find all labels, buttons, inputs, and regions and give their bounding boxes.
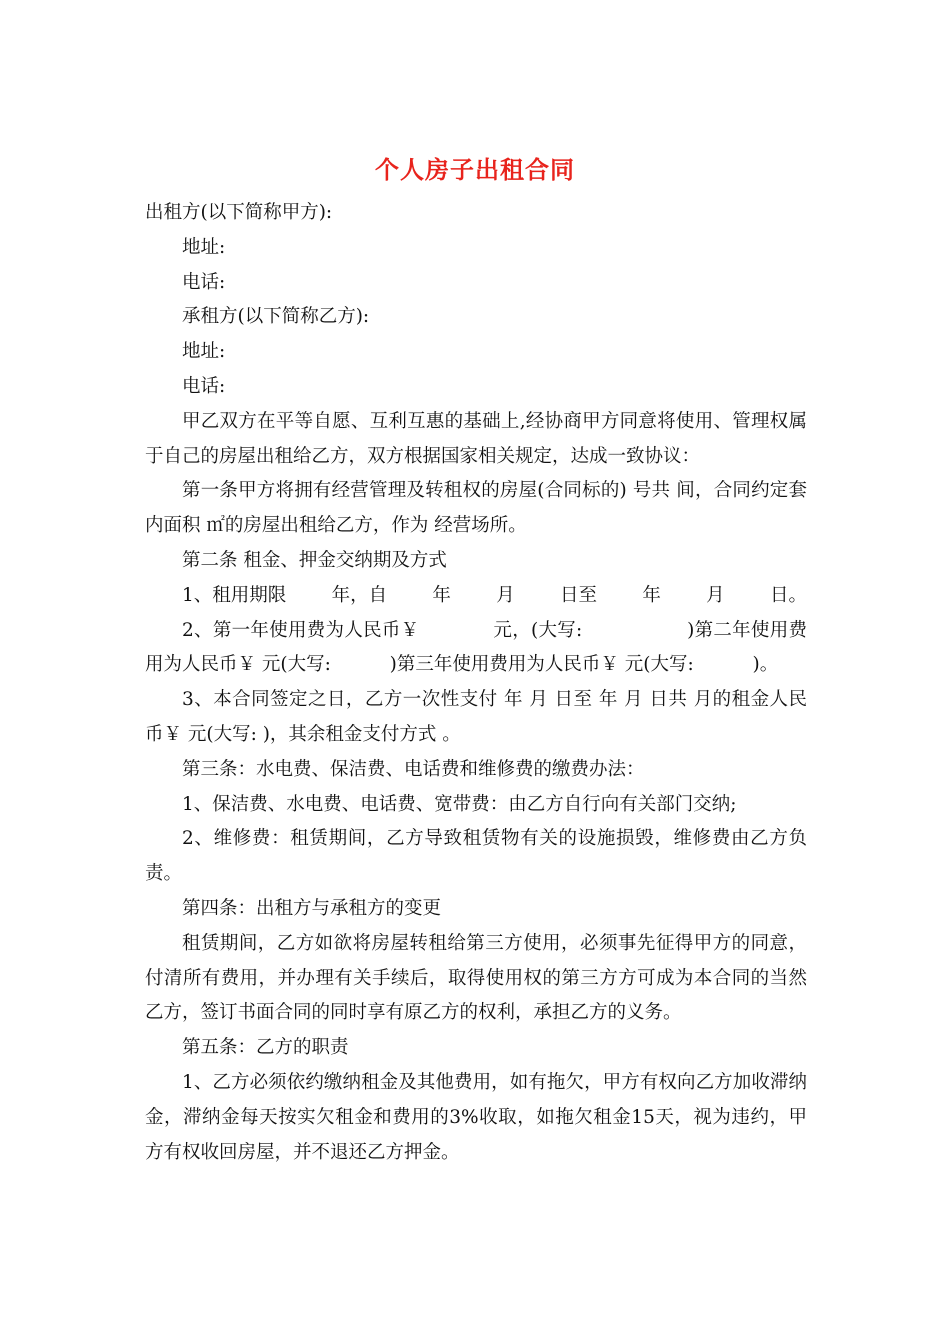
lessee-phone: 电话: [182, 375, 226, 397]
term-part: 1、租用期限 [182, 584, 287, 606]
preamble-paragraph: 甲乙双方在平等自愿、互利互惠的基础上,经协商甲方同意将使用、管理权属于自己的房屋出租给乙方，双方根据国家相关规定，达成一致协议： [145, 410, 807, 467]
rent-clause-3: 3、本合同签定之日，乙方一次性支付 年 月 日至 年 月 日共 月的租金人民币￥ 元(大写: )，其余租金支付方式 。 [145, 689, 807, 745]
fees-clause-2: 2、维修费：租赁期间，乙方导致租赁物有关的设施损毁，维修费由乙方负责。 [145, 828, 807, 885]
article-2-heading: 第二条 租金、押金交纳期及方式 [182, 549, 447, 571]
article-5-clause-1: 1、乙方必须依约缴纳租金及其他费用，如有拖欠，甲方有权向乙方加收滞纳金，滞纳金每天按实欠租金和费用的3%收取，如拖欠租金15天，视为违约，甲方有权收回房屋，并不退还乙方押金。 [145, 1071, 807, 1163]
rent-clause-2: 2、第一年使用费为人民币￥ 元，(大写: )第二年使用费用为人民币￥ 元(大写: )第三年使用费用为人民币￥ 元(大写: )。 [145, 619, 807, 676]
article-1-paragraph: 第一条甲方将拥有经营管理及转租权的房屋(合同标的) 号共 间，合同约定套内面积 ㎡的房屋出租给乙方，作为 经营场所。 [145, 480, 807, 537]
term-part: 日至 [560, 584, 598, 606]
term-part: 年，自 [331, 584, 388, 606]
article-4-paragraph: 租赁期间，乙方如欲将房屋转租给第三方使用，必须事先征得甲方的同意，付清所有费用，并办理有关手续后，取得使用权的第三方方可成为本合同的当然乙方，签订书面合同的同时享有原乙方的权利，承担乙方的义务。 [145, 932, 807, 1024]
document-body [145, 196, 807, 1170]
lessee-label: 承租方(以下简称乙方): [182, 306, 370, 328]
article-5-heading: 第五条：乙方的职责 [182, 1037, 349, 1059]
term-part: 年 [642, 584, 661, 606]
document-title: 个人房子出租合同 [375, 155, 575, 184]
fees-clause-1: 1、保洁费、水电费、电话费、宽带费：由乙方自行向有关部门交纳; [182, 793, 737, 815]
lessor-phone: 电话: [182, 271, 226, 293]
lessor-address: 地址: [182, 236, 226, 258]
lessor-label: 出租方(以下简称甲方): [145, 202, 333, 223]
term-part: 日。 [769, 584, 807, 606]
term-part: 月 [706, 584, 725, 606]
article-3-heading: 第三条：水电费、保洁费、电话费和维修费的缴费办法： [182, 758, 645, 780]
term-part: 月 [496, 584, 515, 606]
lease-term-line [145, 579, 807, 614]
lessee-address: 地址: [182, 341, 226, 363]
article-4-heading: 第四条：出租方与承租方的变更 [182, 897, 442, 919]
term-part: 年 [432, 584, 451, 606]
